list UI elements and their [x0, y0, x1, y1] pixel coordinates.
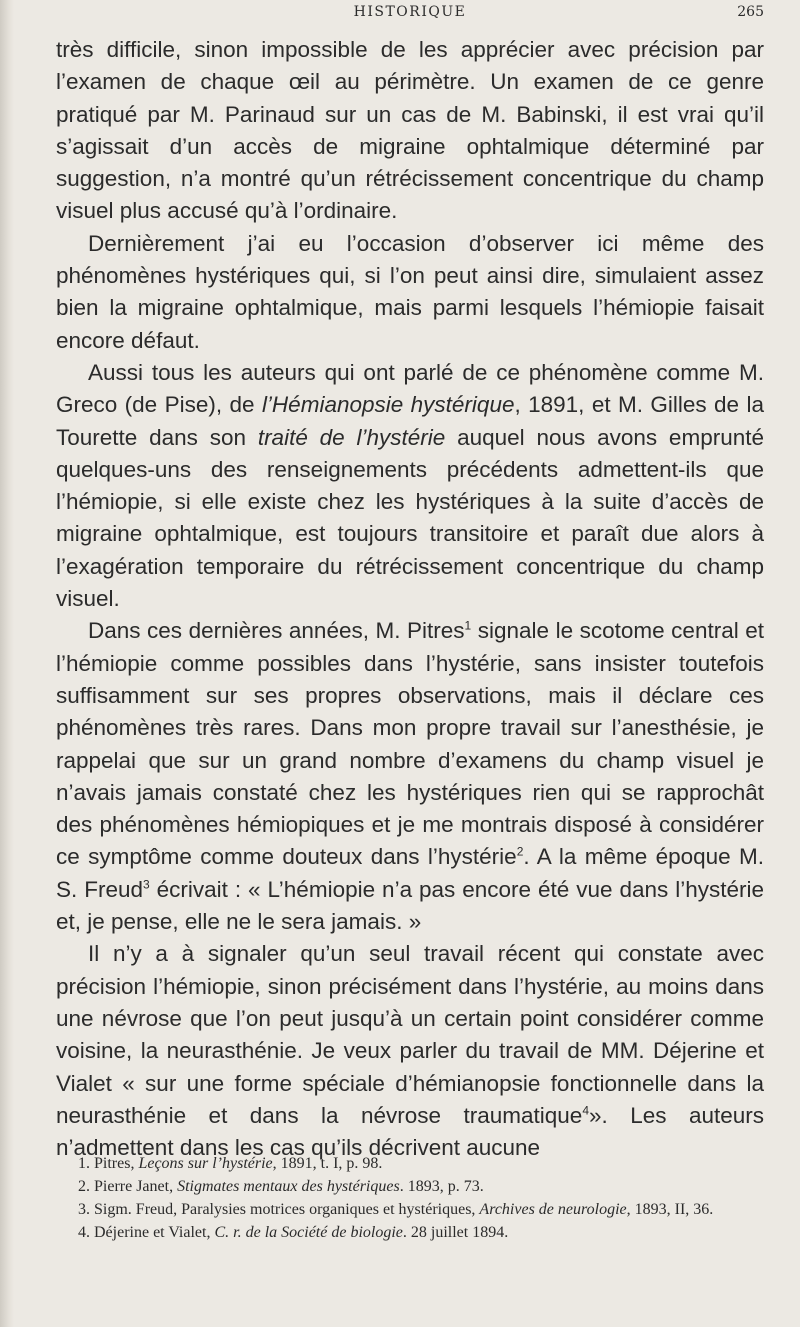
footnote-4-text-c: . 28 juillet 1894. — [402, 1224, 509, 1241]
paragraph-4 — [56, 615, 764, 938]
footnote-1-text-c: , 1891, t. I, p. 98. — [272, 1155, 383, 1172]
running-head: HISTORIQUE — [353, 4, 467, 20]
footnote-3-text-a: 3. Sigm. Freud, Paralysies motrices organiques et hystériques, — [78, 1201, 480, 1218]
footnote-ref-1[interactable]: 1 — [464, 618, 472, 633]
footnote-ref-2[interactable]: 2 — [516, 844, 524, 859]
footnote-4-text-a: 4. Déjerine et Vialet, — [78, 1224, 215, 1241]
paragraph-1-text: très difficile, sinon impossible de les apprécier avec précision par l’examen de chaque œil au périmètre. Un examen de ce genre pratiqué par M. Parinaud sur un cas de M. Babinski, il est vrai qu’il s’agissait d’un accès de migraine ophtalmique déterminé par suggestion, n’a montré qu’un rétrécissement concentrique du champ visuel plus accusé qu’à l’ordinaire. — [56, 37, 764, 224]
paragraph-3-text-c: , 1891, et M. Gilles de la Tourette dans son — [56, 392, 764, 450]
footnote-2-text-a: 2. Pierre Janet, — [78, 1178, 178, 1195]
footnote-3-title: Archives de neurologie — [479, 1201, 627, 1218]
footnote-4 — [56, 1221, 764, 1244]
footnote-2-title: Stigmates mentaux des hystériques — [177, 1178, 400, 1195]
paragraph-2-text: Dernièrement j’ai eu l’occasion d’observer ici même des phénomènes hystériques qui, si l’on peut ainsi dire, simulaient assez bien la migraine ophtalmique, mais parmi lesquels l’hémiopie faisait encore défaut. — [56, 230, 764, 353]
footnote-2 — [56, 1175, 764, 1198]
page-header — [56, 2, 764, 28]
work-title-hemianopsie: l’Hémianopsie hystérique — [261, 392, 515, 418]
paragraph-5-text-a: Il n’y a à signaler qu’un seul travail récent qui constate avec précision l’hémiopie, sinon précisément dans l’hystérie, au moins dans une névrose que l’on peut jusqu’à un certain point considérer comme voisine, la neurasthénie. Je veux parler du travail de MM. Déjerine et Vialet « sur une forme spéciale d’hémianopsie fonctionnelle dans la neurasthénie et dans la névrose traumatique — [56, 941, 764, 1128]
paragraph-2 — [56, 228, 764, 357]
page-binding-edge — [0, 0, 14, 1327]
page-number: 265 — [737, 4, 764, 20]
paragraph-5-text-b: ». Les auteurs n’admettent dans les cas qu’ils décrivent aucune — [56, 1102, 764, 1161]
body-text — [56, 34, 764, 1164]
paragraph-4-text-b: signale le scotome central et l’hémiopie comme possibles dans l’hystérie, sans insister toutefois suffisamment sur ses propres observations, mais il déclare ces phénomènes très rares. Dans mon propre travail sur l’anesthésie, je rappelai que sur un grand nombre d’examens du champ visuel je n’avais jamais constaté chez les hystériques rien qui se rapprochât des phénomènes hémiopiques et je me montrais disposé à considérer ce symptôme comme douteux dans l’hystérie — [56, 618, 764, 870]
footnote-1-text-a: 1. Pitres, — [78, 1155, 139, 1172]
footnote-2-text-c: . 1893, p. 73. — [399, 1178, 484, 1195]
paragraph-4-text-c: . A la même époque M. S. Freud — [56, 844, 764, 902]
paragraph-1 — [56, 34, 764, 228]
footnote-ref-3[interactable]: 3 — [143, 877, 150, 892]
paragraph-4-text-a: Dans ces dernières années, M. Pitres — [88, 618, 465, 644]
paragraph-5 — [56, 938, 764, 1164]
paragraph-3-text-e: auquel nous avons emprunté quelques-uns des renseignements précédents admettent-ils que l’hémiopie, si elle existe chez les hystériques à la suite d’accès de migraine ophtalmique, est toujours transitoire et paraît due alors à l’exagération temporaire du rétrécissement concentrique du champ visuel. — [56, 424, 764, 612]
footnotes — [56, 1152, 764, 1244]
footnote-3-text-c: , 1893, II, 36. — [626, 1201, 714, 1218]
paragraph-4-text-d: écrivait : « L’hémiopie n’a pas encore été vue dans l’hystérie et, je pense, elle ne le sera jamais. » — [56, 876, 764, 935]
paragraph-3 — [56, 357, 764, 615]
work-title-traite: traité de l’hystérie — [257, 424, 446, 450]
footnote-1 — [56, 1152, 764, 1175]
paragraph-3-text-a: Aussi tous les auteurs qui ont parlé de ce phénomène comme M. Greco (de Pise), de — [56, 359, 764, 418]
footnote-3 — [56, 1198, 764, 1221]
footnote-4-title: C. r. de la Société de biologie — [214, 1224, 403, 1241]
footnote-1-title: Leçons sur l’hystérie — [138, 1155, 273, 1172]
footnote-ref-4[interactable]: 4 — [582, 1103, 589, 1118]
